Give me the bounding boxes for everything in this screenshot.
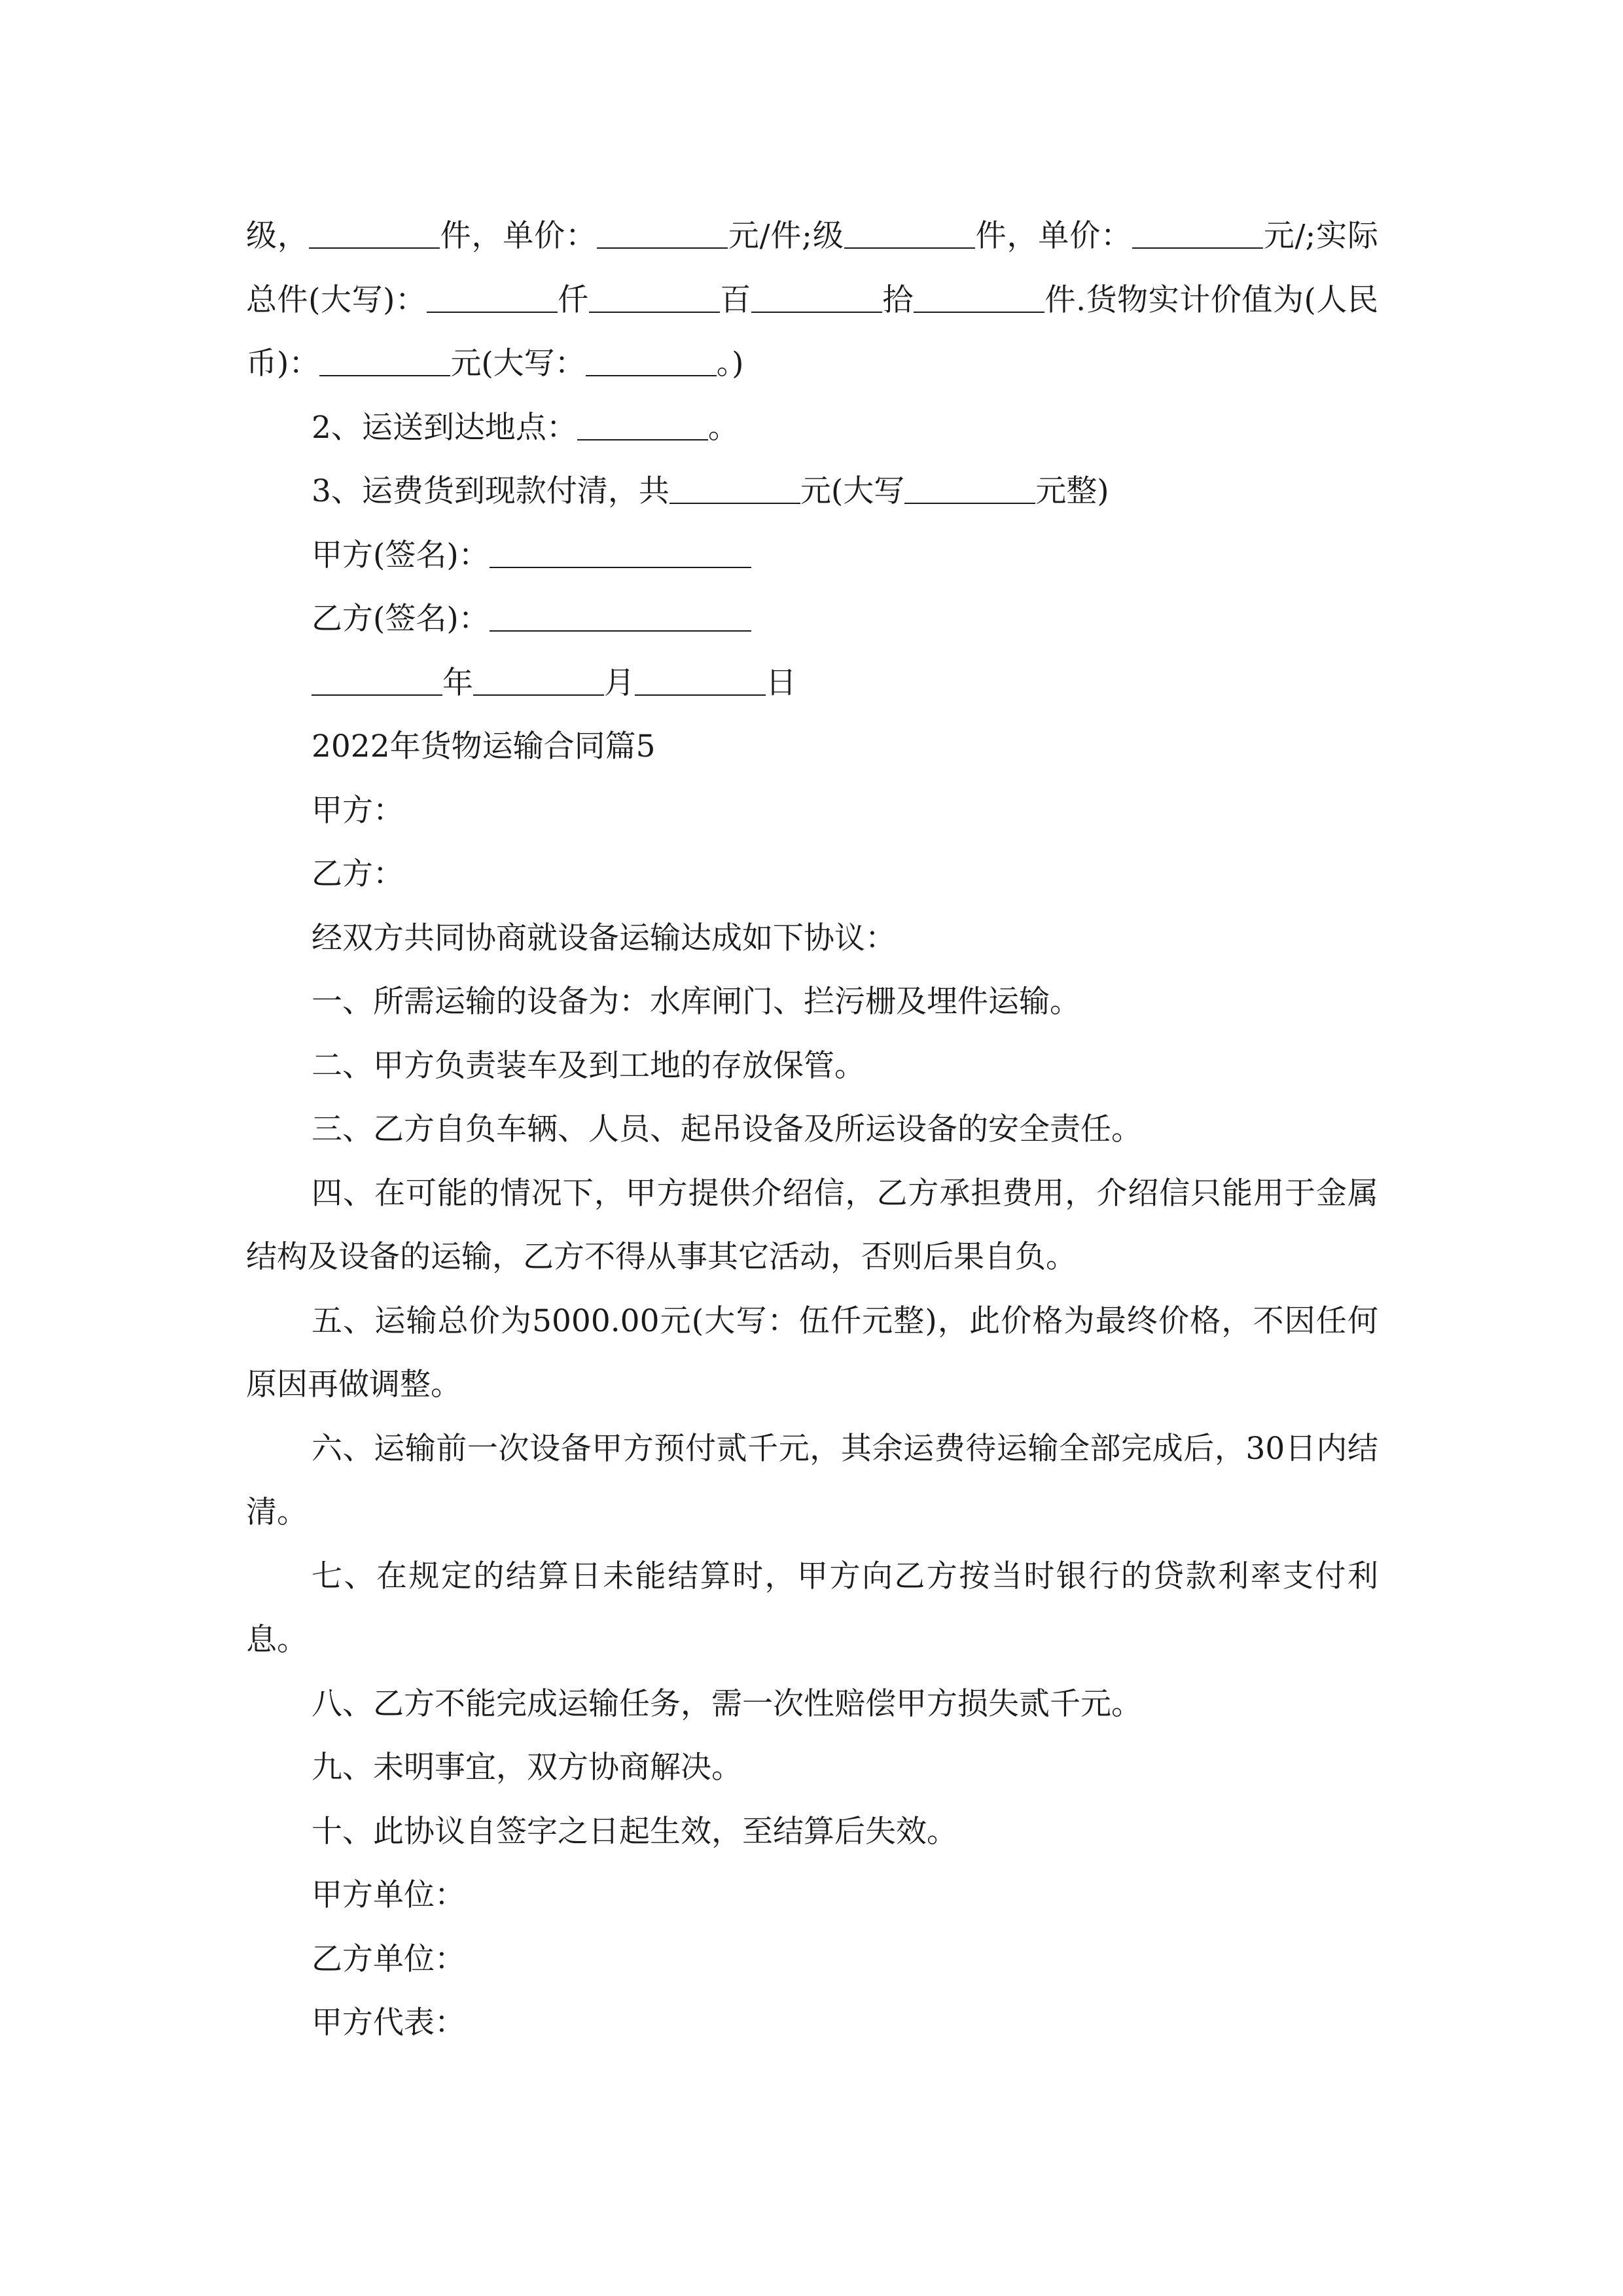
blank-line — [597, 217, 728, 249]
clause-1: 一、所需运输的设备为：水库闸门、拦污栅及埋件运输。 — [312, 984, 1080, 1020]
continued-paragraph — [246, 204, 1378, 396]
text: 日 — [766, 664, 796, 701]
clause-8: 八、乙方不能完成运输任务，需一次性赔偿甲方损失贰千元。 — [312, 1685, 1142, 1722]
text: 元/;实际总件(大写)： — [246, 218, 1379, 318]
blank-line — [312, 664, 442, 696]
text: 仟 — [557, 281, 589, 318]
representative-party-a: 甲方代表： — [312, 2005, 465, 2041]
clause-3: 三、乙方自负车辆、人员、起吊设备及所运设备的安全责任。 — [312, 1111, 1142, 1147]
intro-text: 经双方共同协商就设备运输达成如下协议： — [312, 920, 896, 956]
text: 级， — [246, 218, 309, 254]
blank-line — [1132, 217, 1263, 249]
clause-4: 四、在可能的情况下，甲方提供介绍信，乙方承担费用，介绍信只能用于金属结构及设备的运输，乙方不得从事其它活动，否则后果自负。 — [246, 1175, 1378, 1275]
unit-party-a: 甲方单位： — [312, 1877, 465, 1913]
text: 乙方(签名)： — [312, 601, 490, 637]
signature-line — [490, 536, 751, 568]
blank-line — [427, 281, 558, 313]
text: 件.货物实计价值为(人民币)： — [246, 281, 1378, 382]
text: 元(大写 — [800, 473, 905, 509]
unit-party-b: 乙方单位： — [312, 1941, 465, 1977]
text: 甲方(签名)： — [312, 537, 490, 573]
text: 元整) — [1035, 473, 1109, 509]
blank-line — [319, 344, 450, 376]
signature-party-b — [246, 587, 1378, 651]
text: 3、运费货到现款付清，共 — [312, 473, 669, 509]
text: 拾 — [882, 281, 914, 318]
text: 元(大写： — [450, 346, 586, 382]
section-title: 2022年货物运输合同篇5 — [312, 728, 656, 764]
text: 。 — [707, 409, 739, 446]
clause-2: 二、甲方负责装车及到工地的存放保管。 — [312, 1047, 865, 1084]
blank-line — [586, 344, 717, 376]
item-3 — [246, 459, 1378, 524]
blank-line — [914, 281, 1044, 313]
clause-7: 七、在规定的结算日未能结算时，甲方向乙方按当时银行的贷款利率支付利息。 — [246, 1558, 1378, 1658]
text: 2、运送到达地点： — [312, 409, 577, 446]
blank-line — [904, 472, 1035, 504]
clause-6: 六、运输前一次设备甲方预付贰千元，其余运费待运输全部完成后，30日内结清。 — [246, 1430, 1378, 1530]
blank-line — [589, 281, 720, 313]
blank-line — [309, 217, 440, 249]
text: 月 — [604, 664, 635, 701]
document-body — [246, 204, 1378, 2055]
clause-9: 九、未明事宜，双方协商解决。 — [312, 1749, 742, 1785]
blank-line — [473, 664, 604, 696]
text: 百 — [719, 281, 751, 318]
party-a-label: 甲方： — [312, 792, 404, 829]
blank-line — [577, 408, 708, 440]
item-2 — [246, 396, 1378, 460]
text: 件，单价： — [439, 218, 597, 254]
date-line — [246, 651, 1378, 715]
text: 元/件;级 — [727, 218, 844, 254]
text: 件，单价： — [974, 218, 1132, 254]
blank-line — [751, 281, 882, 313]
clause-10: 十、此协议自签字之日起生效，至结算后失效。 — [312, 1813, 957, 1850]
signature-party-a — [246, 524, 1378, 588]
party-b-label: 乙方： — [312, 856, 404, 892]
text: 。) — [716, 346, 744, 382]
clause-5: 五、运输总价为5000.00元(大写：伍仟元整)，此价格为最终价格，不因任何原因再做调整。 — [246, 1302, 1378, 1403]
signature-line — [490, 600, 751, 632]
blank-line — [669, 472, 800, 504]
text: 年 — [442, 664, 473, 701]
blank-line — [635, 664, 766, 696]
blank-line — [844, 217, 975, 249]
